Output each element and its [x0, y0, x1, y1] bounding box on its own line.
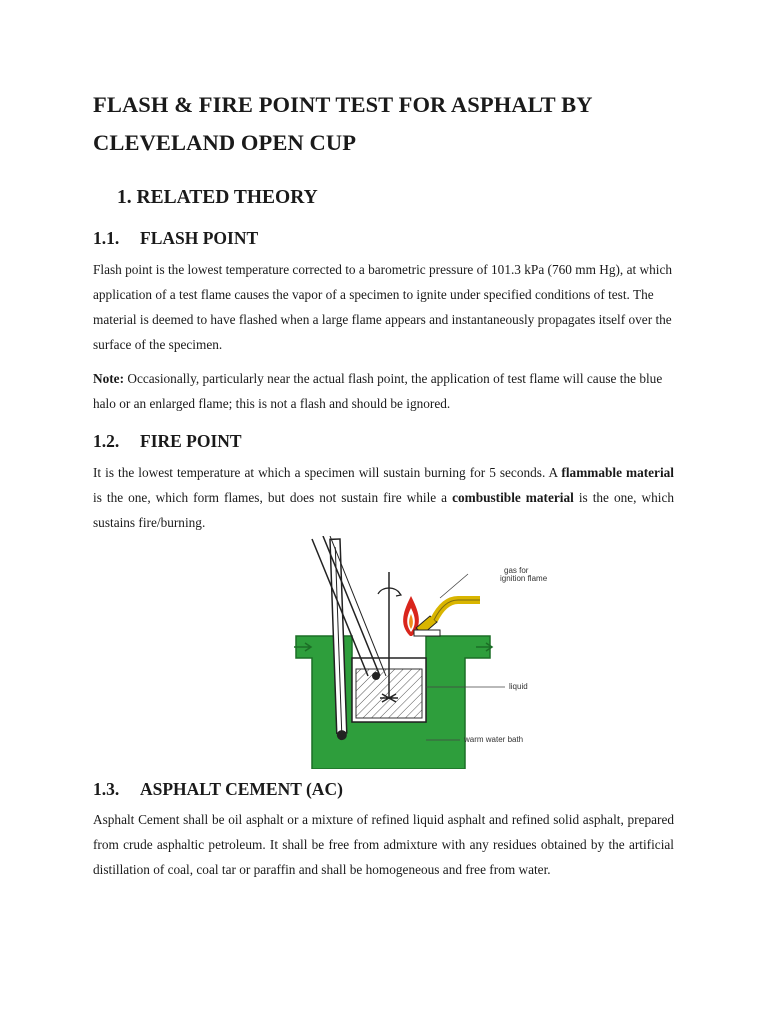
document-title: FLASH & FIRE POINT TEST FOR ASPHALT BY CLEVELAND OPEN CUP — [93, 92, 592, 155]
subsection-heading-fire-point — [93, 430, 242, 452]
fire-point-text-c: is the one, which sustains fire/burning. — [93, 490, 674, 530]
subsection-number: 1.3. — [93, 779, 120, 799]
subsection-title: FIRE POINT — [140, 431, 242, 451]
label-gas-line1: gas for — [504, 566, 529, 575]
note-paragraph — [93, 366, 674, 416]
label-gas-line2: ignition flame — [500, 574, 548, 583]
note-text: Occasionally, particularly near the actual flash point, the application of test flame will cause the blue halo or an enlarged flame; this is not a flash and should be ignored. — [93, 371, 663, 411]
label-warm-water-bath: warm water bath — [464, 735, 524, 744]
section-title: RELATED THEORY — [136, 187, 318, 208]
subsection-heading-asphalt-cement — [93, 778, 343, 800]
subsection-title: ASPHALT CEMENT (AC) — [140, 779, 343, 799]
document-page — [93, 0, 674, 1024]
subsection-heading-flash-point — [93, 227, 258, 249]
subsection-number: 1.1. — [93, 228, 120, 248]
asphalt-cement-paragraph: Asphalt Cement shall be oil asphalt or a mixture of refined liquid asphalt and refined solid asphalt, prepared from crude asphaltic petroleum. It shall be free from admixture with any residues obtained by the artificial distillation of coal, coal tar or paraffin and shall be homogeneous and free from water. — [93, 812, 674, 877]
label-liquid: liquid — [509, 682, 528, 691]
gas-burner — [414, 600, 480, 636]
fire-point-text-a: It is the lowest temperature at which a specimen will sustain burning for 5 seconds. A — [93, 465, 562, 480]
subsection-number: 1.2. — [93, 431, 120, 451]
section-heading-related-theory — [117, 186, 318, 210]
section-number: 1. — [117, 187, 132, 208]
flash-point-paragraph: Flash point is the lowest temperature corrected to a barometric pressure of 101.3 kPa (760 mm Hg), at which application of a test flame causes the vapor of a specimen to ignite under specified conditions of test. The material is deemed to have flashed when a large flame appears and instantaneously propagates itself over the surface of the specimen. — [93, 262, 672, 352]
cleveland-open-cup-diagram — [290, 536, 647, 769]
term-flammable-material: flammable material — [561, 465, 674, 480]
fire-point-paragraph — [93, 460, 674, 535]
term-combustible-material: combustible material — [452, 490, 574, 505]
fire-point-text-b: is the one, which form flames, but does not sustain fire while a — [93, 490, 453, 505]
note-label: Note: — [93, 371, 125, 386]
subsection-title: FLASH POINT — [140, 228, 259, 248]
